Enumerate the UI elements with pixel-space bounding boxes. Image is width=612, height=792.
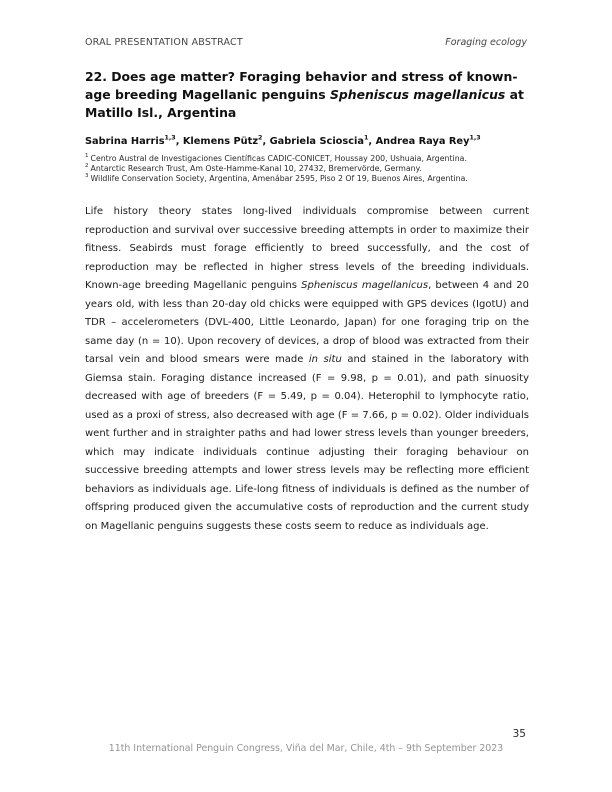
author-affiliation-superscript: 2 xyxy=(258,134,263,142)
affiliation-marker: 2 xyxy=(85,163,89,170)
page-number: 35 xyxy=(512,728,526,740)
author-affiliation-superscript: 1 xyxy=(364,134,369,142)
affiliation-line xyxy=(85,174,545,184)
affiliation-line xyxy=(85,154,545,164)
body-species-name: Spheniscus magellanicus xyxy=(301,280,429,291)
affiliation-list xyxy=(85,154,545,184)
body-text-segment: Life history theory states long-lived individuals compromise between current reproduction and survival over successive breeding attempts in order to maximize their fitness. Seabirds must forage efficiently to breed successfully, and the cost of reproduction may be reflected in higher stress levels of the breeding individuals. Known-age breeding Magellanic penguins xyxy=(85,206,529,291)
abstract-title xyxy=(85,68,529,122)
author-line xyxy=(85,136,529,147)
author xyxy=(183,136,270,147)
affiliation-line xyxy=(85,164,545,174)
author-affiliation-superscript: 1,3 xyxy=(469,134,481,142)
author-separator: , xyxy=(368,136,376,147)
running-header-section: ORAL PRESENTATION ABSTRACT xyxy=(85,37,243,48)
body-text-segment: , between 4 and 20 years old, with less than 20-day old chicks were equipped with GPS devices (IgotU) and TDR – accelerometers (DVL-400, Little Leonardo, Japan) for one foraging trip on the same day (n = 10). Upon recovery of devices, a drop of blood was extracted from their tarsal vein and blood smears were made xyxy=(85,280,530,365)
author xyxy=(376,136,481,147)
author-name: Klemens Pütz xyxy=(182,136,259,147)
affiliation-text: Wildlife Conservation Society, Argentina, Amenábar 2595, Piso 2 Of 19, Buenos Aires, Argentina. xyxy=(90,174,468,183)
title-text-post: at Matillo Isl., Argentina xyxy=(85,87,524,120)
affiliation-text: Antarctic Research Trust, Am Oste-Hamme-Kanal 10, 27432, Bremervörde, Germany. xyxy=(90,164,422,173)
affiliation-marker: 1 xyxy=(85,153,89,160)
author-separator: , xyxy=(175,136,183,147)
footer-congress-line: 11th International Penguin Congress, Viña del Mar, Chile, 4th – 9th September 2023 xyxy=(108,743,504,754)
running-header-topic: Foraging ecology xyxy=(445,37,527,48)
title-species-name: Spheniscus magellanicus xyxy=(329,87,506,102)
body-latin-phrase: in situ xyxy=(308,354,342,365)
author-name: Sabrina Harris xyxy=(85,136,165,147)
body-text-segment: and stained in the laboratory with Giemsa stain. Foraging distance increased (F = 9.98, p = 0.01), and path sinuosity decreased with age of breeders (F = 5.49, p = 0.04). Heterophil to lymphocyte ratio, used as a proxi of stress, also decreased with age (F = 7.66, p = 0.02). Older individuals went further and in straighter paths and had lower stress levels than younger breeders, which may indicate individuals continue adjusting their foraging behaviour on successive breeding attempts and lower stress levels may be reflecting more efficient behaviors as individuals age. Life-long fitness of individuals is defined as the number of offspring produced given the accumulative costs of reproduction and the current study on Magellanic penguins suggests these costs seem to reduce as individuals age. xyxy=(85,354,530,532)
affiliation-marker: 3 xyxy=(85,173,89,180)
author-affiliation-superscript: 1,3 xyxy=(164,134,176,142)
author xyxy=(85,136,183,147)
author xyxy=(270,136,376,147)
author-separator: , xyxy=(262,136,270,147)
author-name: Andrea Raya Rey xyxy=(375,136,470,147)
title-text-pre: 22. Does age matter? Foraging behavior and stress of known-age breeding Magellanic penguins xyxy=(85,69,518,102)
affiliation-text: Centro Austral de Investigaciones Científicas CADIC-CONICET, Houssay 200, Ushuaia, Argentina. xyxy=(90,154,467,163)
abstract-body xyxy=(85,203,529,536)
author-name: Gabriela Scioscia xyxy=(269,136,365,147)
